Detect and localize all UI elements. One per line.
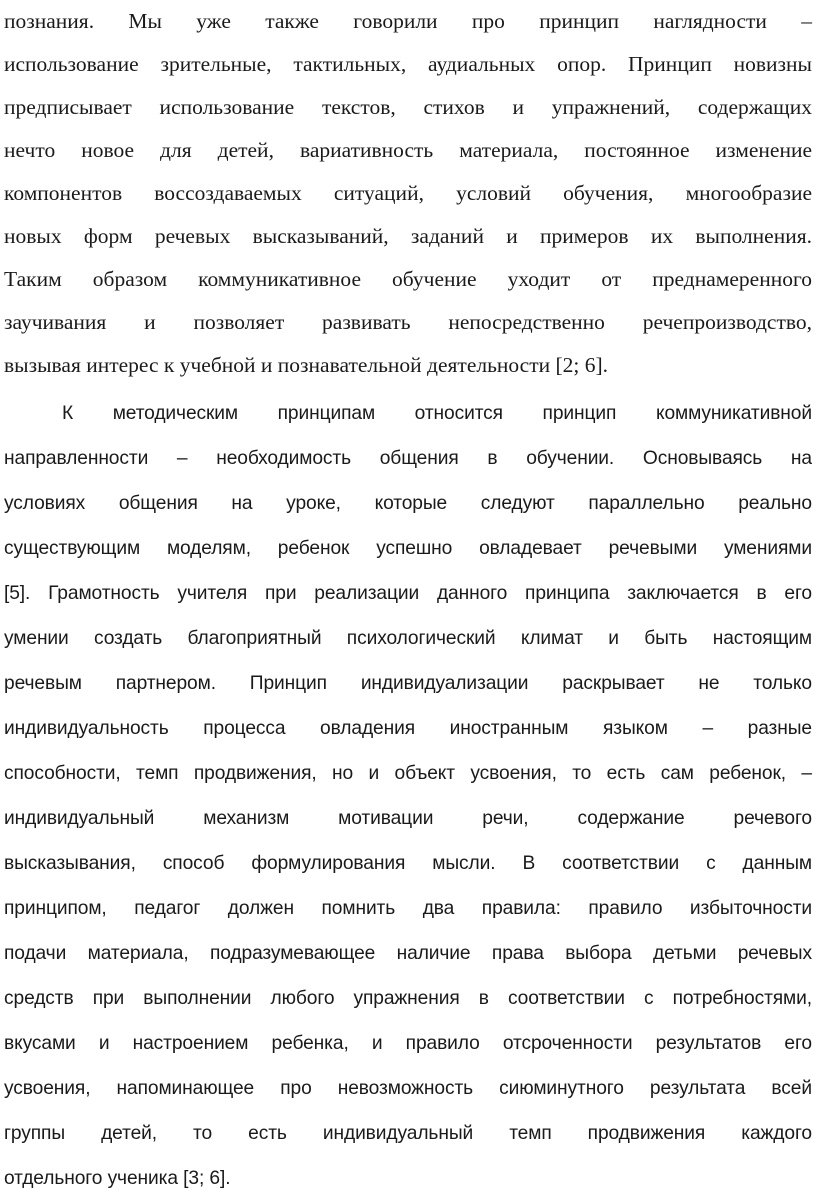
text-line: нечто новое для детей, вариативность материала, постоянное изменение — [4, 138, 812, 162]
text-line: использование зрительные, тактильных, аудиальных опор. Принцип новизны — [4, 52, 812, 76]
text-line: средств при выполнении любого упражнения в соответствии с потребностями, — [4, 988, 812, 1009]
text-line: [5]. Грамотность учителя при реализации данного принципа заключается в его — [4, 583, 812, 604]
text-line: предписывает использование текстов, стихов и упражнений, содержащих — [4, 95, 812, 119]
text-line: вызывая интерес к учебной и познавательной деятельности [2; 6]. — [4, 353, 609, 377]
text-line: подачи материала, подразумевающее наличие права выбора детьми речевых — [4, 943, 812, 964]
text-line: Таким образом коммуникативное обучение уходит от преднамеренного — [4, 267, 812, 291]
paragraph-novelty-principle — [4, 0, 812, 387]
text-line: новых форм речевых высказываний, заданий и примеров их выполнения. — [4, 224, 812, 248]
text-line: принципом, педагог должен помнить два правила: правило избыточности — [4, 898, 812, 919]
text-line: направленности – необходимость общения в обучении. Основываясь на — [4, 448, 812, 469]
text-line: индивидуальность процесса овладения иностранным языком – разные — [4, 718, 812, 739]
text-line: познания. Мы уже также говорили про принцип наглядности – — [4, 9, 812, 33]
text-line: компонентов воссоздаваемых ситуаций, условий обучения, многообразие — [4, 181, 812, 205]
text-line: К методическим принципам относится принцип коммуникативной — [62, 403, 812, 424]
text-line: вкусами и настроением ребенка, и правило отсроченности результатов его — [4, 1033, 812, 1054]
text-line: речевым партнером. Принцип индивидуализации раскрывает не только — [4, 673, 812, 694]
text-line: заучивания и позволяет развивать непосредственно речепроизводство, — [4, 310, 812, 334]
text-line: отдельного ученика [3; 6]. — [4, 1168, 231, 1189]
text-line: индивидуальный механизм мотивации речи, содержание речевого — [4, 808, 812, 829]
text-line: умении создать благоприятный психологический климат и быть настоящим — [4, 628, 812, 649]
text-line: высказывания, способ формулирования мысли. В соответствии с данным — [4, 853, 812, 874]
text-line: способности, темп продвижения, но и объект усвоения, то есть сам ребенок, – — [4, 763, 812, 784]
text-line: усвоения, напоминающее про невозможность сиюминутного результата всей — [4, 1078, 812, 1099]
text-line: группы детей, то есть индивидуальный темп продвижения каждого — [4, 1123, 812, 1144]
text-line: существующим моделям, ребенок успешно овладевает речевыми умениями — [4, 538, 812, 559]
paragraph-communicative-principle — [4, 391, 812, 1201]
text-line: условиях общения на уроке, которые следуют параллельно реально — [4, 493, 812, 514]
